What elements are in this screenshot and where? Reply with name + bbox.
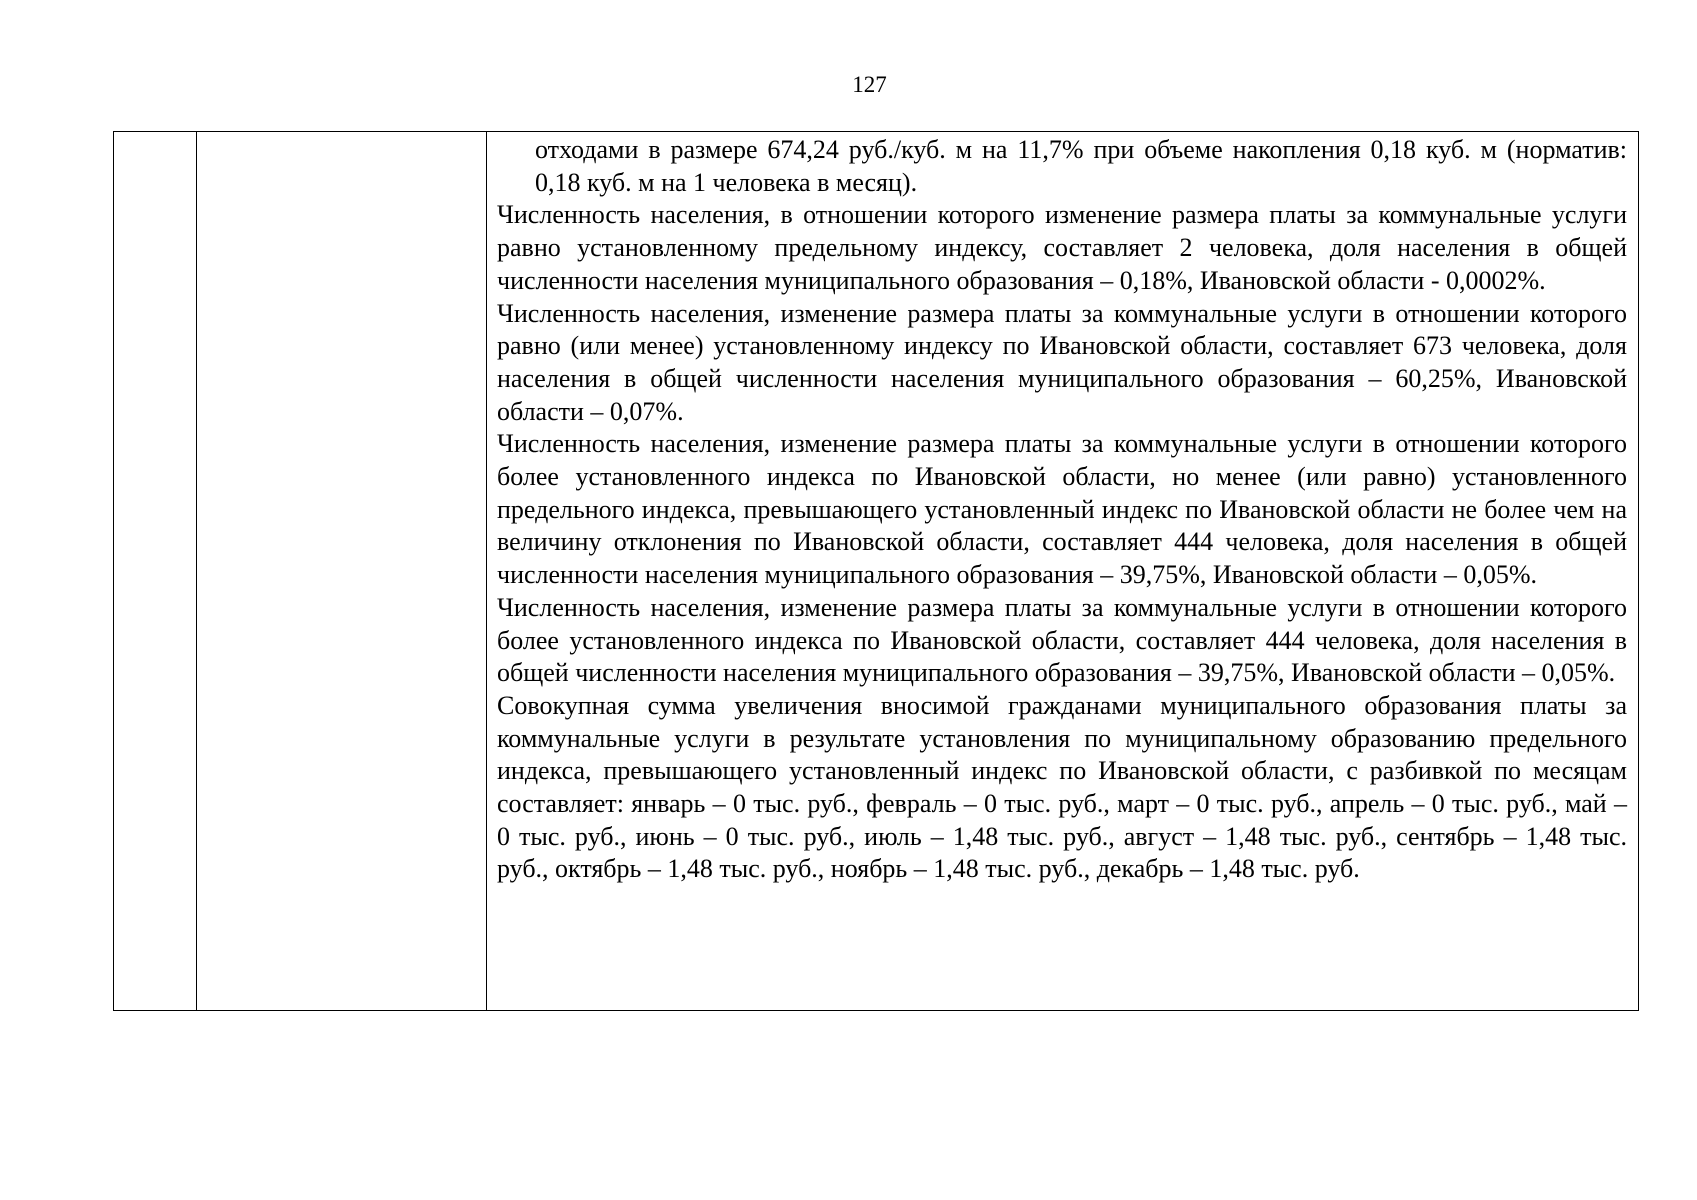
- table-row: [114, 132, 1639, 1011]
- paragraph-monthly-increase-total: Совокупная сумма увеличения вносимой гражданами муниципального образования платы за коммунальные услуги в результате установления по муниципальному образованию предельного индекса, превышающего установленный индекс по Ивановской области, с разбивкой по месяцам составляет: январь – 0 тыс. руб., февраль – 0 тыс. руб., март – 0 тыс. руб., апрель – 0 тыс. руб., май – 0 тыс. руб., июнь – 0 тыс. руб., июль – 1,48 тыс. руб., август – 1,48 тыс. руб., сентябрь – 1,48 тыс. руб., октябрь – 1,48 тыс. руб., ноябрь – 1,48 тыс. руб., декабрь – 1,48 тыс. руб.: [497, 690, 1627, 884]
- paragraph-population-within-deviation: Численность населения, изменение размера платы за коммунальные услуги в отношении которого более установленного индекса по Ивановской области, но менее (или равно) установленного предельного индекса, превышающего установленный индекс по Ивановской области не более чем на величину отклонения по Ивановской области, составляет 444 человека, доля населения в общей численности населения муниципального образования – 39,75%, Ивановской области – 0,05%.: [497, 429, 1627, 590]
- document-table: [113, 131, 1639, 1011]
- paragraph-tariff-continuation: отходами в размере 674,24 руб./куб. м на 11,7% при объеме накопления 0,18 куб. м (норматив: 0,18 куб. м на 1 человека в месяц).: [535, 135, 1627, 197]
- paragraph-population-below-index: Численность населения, изменение размера платы за коммунальные услуги в отношении которого равно (или менее) установленному индексу по Ивановской области, составляет 673 человека, доля населения в общей численности населения муниципального образования – 60,25%, Ивановской области – 0,07%.: [497, 298, 1627, 426]
- table-cell-number: [114, 132, 197, 1011]
- paragraph-population-above-index: Численность населения, изменение размера платы за коммунальные услуги в отношении которого более установленного индекса по Ивановской области, составляет 444 человека, доля населения в общей численности населения муниципального образования – 39,75%, Ивановской области – 0,05%.: [497, 592, 1627, 688]
- table-cell-content: [487, 132, 1639, 1011]
- table-cell-name: [197, 132, 487, 1011]
- page-number: 127: [852, 72, 887, 97]
- paragraph-population-equal-limit: Численность населения, в отношении которого изменение размера платы за коммунальные услуги равно установленному предельному индексу, составляет 2 человека, доля населения в общей численности населения муниципального образования – 0,18%, Ивановской области - 0,0002%.: [497, 200, 1627, 295]
